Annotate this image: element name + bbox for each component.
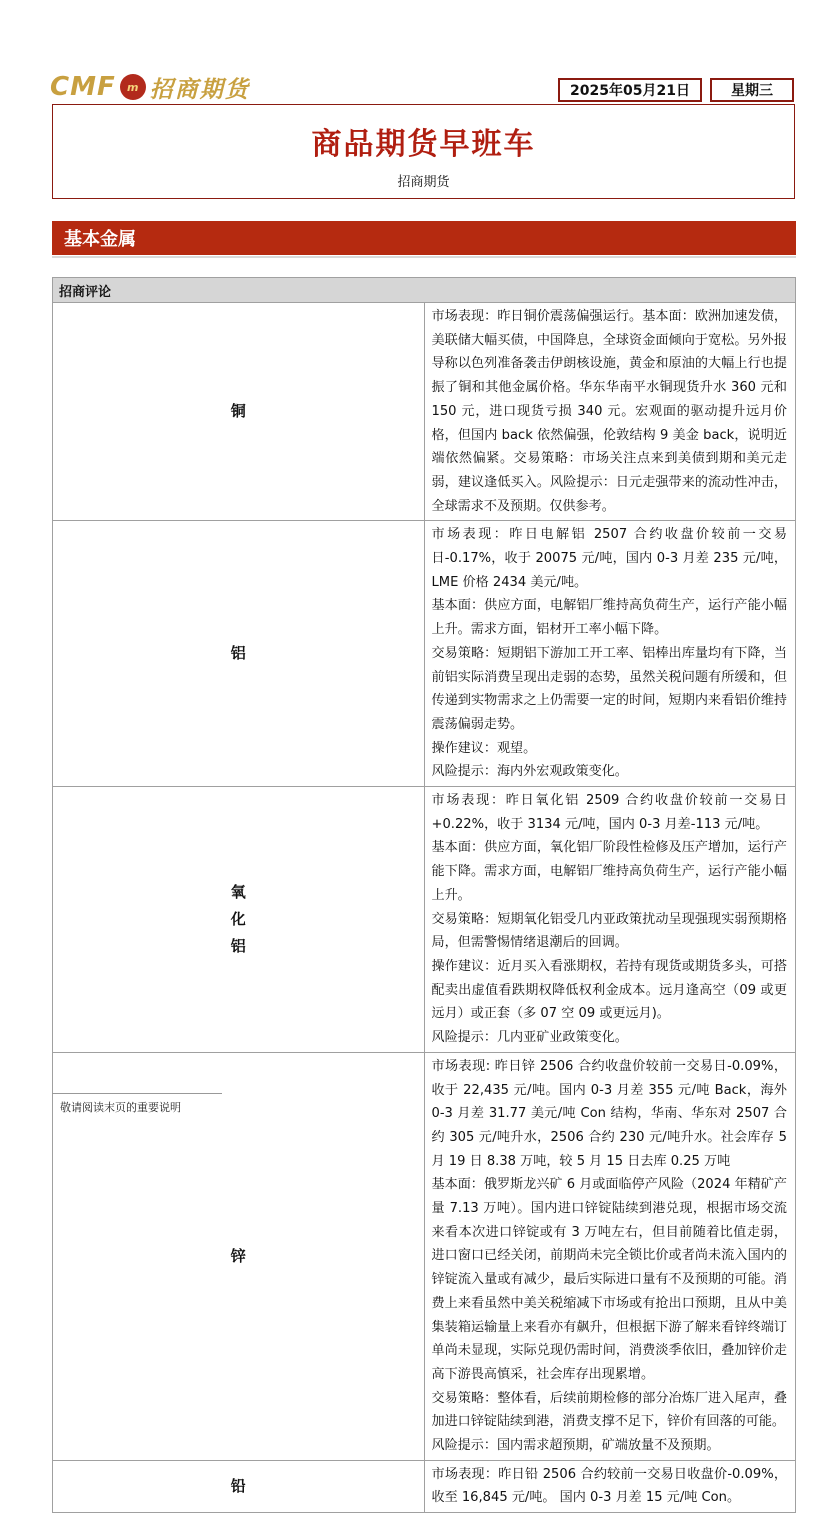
metal-label (53, 303, 425, 521)
metal-label (53, 787, 425, 1053)
commentary-paragraph: 风险提示：国内需求超预期，矿端放量不及预期。 (431, 1438, 720, 1454)
commentary-paragraph: 市场表现：昨日电解铝 2507 合约收盘价较前一交易日-0.17%，收于 20075 元/吨，国内 0-3 月差 235 元/吨，LME 价格 2434 美元/吨。 (431, 527, 787, 590)
metal-label-char: 锌 (230, 1246, 246, 1265)
commentary-paragraph: 基本面：俄罗斯龙兴矿 6 月或面临停产风险（2024 年精矿产量 7.13 万吨）。国内进口锌锭陆续到港兑现，根据市场交流来看本次进口锌锭或有 3 万吨左右，但目前随着比值走弱，进口窗口已经关闭，前期尚未完全锁比价或者尚未流入国内的锌锭流入量或有减少，最后实际进口量有不及预期的可能。消费上来看虽然中美关税缩减下市场或有抢出口预期，且从中美集装箱运输量上来看亦有飙升，但根据下游了解来看锌终端订单尚未显现，实际兑现仍需时间，消费淡季依旧，叠加锌价走高下游畏高慎采，社会库存出现累增。 (431, 1177, 787, 1382)
metal-label-char: 铝 (230, 936, 246, 955)
report-weekday: 星期三 (710, 78, 794, 102)
commentary-cell (424, 303, 796, 521)
commentary-paragraph: 市场表现：昨日铅 2506 合约较前一交易日收盘价-0.09%，收至 16,845 元/吨。 国内 0-3 月差 15 元/吨 Con。 (431, 1466, 787, 1506)
commentary-cell (424, 1052, 796, 1460)
section-divider (52, 256, 796, 258)
commentary-paragraph: 风险提示：几内亚矿业政策变化。 (431, 1030, 628, 1046)
commentary-table (52, 277, 796, 1513)
commentary-paragraph: 操作建议：观望。 (431, 740, 537, 756)
commentary-paragraph: 交易策略：整体看，后续前期检修的部分冶炼厂进入尾声，叠加进口锌锭陆续到港，消费支撑不足下，锌价有回落的可能。 (431, 1390, 787, 1430)
commentary-paragraph: 市场表现：昨日氧化铝 2509 合约收盘价较前一交易日+0.22%，收于 3134 元/吨，国内 0-3 月差-113 元/吨。 (431, 793, 787, 832)
table-row (53, 521, 796, 787)
title-box (52, 104, 795, 199)
commentary-cell (424, 787, 796, 1053)
metal-label (53, 521, 425, 787)
logo-latin: CMF (50, 72, 116, 102)
commentary-paragraph: 操作建议：近月买入看涨期权，若持有现货或期货多头，可搭配卖出虚值看跌期权降低权利金成本。远月逢高空（09 或更远月）或正套（多 07 空 09 或更远月)。 (431, 958, 787, 1022)
logo-chinese: 招商期货 (149, 76, 250, 103)
table-row (53, 1460, 796, 1512)
metal-label-char: 铝 (230, 644, 246, 663)
section-header: 基本金属 (52, 221, 796, 255)
commentary-paragraph: 交易策略：短期氧化铝受几内亚政策扰动呈现强现实弱预期格局，但需警惕情绪退潮后的回调。 (431, 911, 787, 951)
commentary-paragraph: 市场表现: 昨日锌 2506 合约收盘价较前一交易日-0.09%，收于 22,435 元/吨。国内 0-3 月差 355 元/吨 Back，海外 0-3 月差 31.77 美元/吨 Con 结构，华南、华东对 2507 合约 305 元/吨升水，2506 合约 230 元/吨升水。社会库存 5 月 19 日 8.38 万吨，较 5 月 15 日去库 0.25 万吨 (431, 1058, 787, 1169)
table-row (53, 303, 796, 521)
footer-divider (52, 1093, 222, 1094)
commentary-paragraph: 基本面：供应方面，电解铝厂维持高负荷生产，运行产能小幅上升。需求方面，铝材开工率小幅下降。 (431, 598, 787, 638)
footer-note: 敬请阅读末页的重要说明 (60, 1101, 181, 1114)
commentary-paragraph: 市场表现：昨日铜价震荡偏强运行。基本面：欧洲加速发债，美联储大幅买债，中国降息，全球资金面倾向于宽松。另外报导称以色列准备袭击伊朗核设施，黄金和原油的大幅上行也提振了铜和其他金属价格。华东华南平水铜现货升水 360 元和 150 元，进口现货亏损 340 元。宏观面的驱动提升远月价格，但国内 back 依然偏强，伦敦结构 9 美金 back，说明近端依然偏紧。交易策略：市场关注点来到美债到期和美元走弱，建议逢低买入。风险提示：日元走强带来的流动性冲击，全球需求不及预期。仅供参考。 (431, 309, 787, 514)
table-header: 招商评论 (53, 278, 796, 303)
table-header-row (53, 278, 796, 303)
page-title: 商品期货早班车 (311, 127, 536, 162)
commentary-cell (424, 521, 796, 787)
metal-label (53, 1460, 425, 1512)
commentary-paragraph: 交易策略：短期铝下游加工开工率、铝棒出库量均有下降，当前铝实际消费呈现出走弱的态势，虽然关税问题有所缓和，但传递到实物需求之上仍需要一定的时间，短期内来看铝价维持震荡偏弱走势。 (431, 645, 787, 732)
page-subtitle: 招商期货 (397, 175, 450, 190)
commentary-cell (424, 1460, 796, 1512)
table-row (53, 787, 796, 1053)
metal-label-char: 化 (230, 909, 246, 928)
metal-label-char: 铜 (230, 402, 246, 421)
metal-label-char: 铅 (230, 1476, 246, 1495)
report-date: 2025年05月21日 (558, 78, 702, 102)
company-logo (50, 70, 250, 104)
commentary-paragraph: 风险提示：海内外宏观政策变化。 (431, 764, 628, 780)
commentary-paragraph: 基本面：供应方面，氧化铝厂阶段性检修及压产增加，运行产能下降。需求方面，电解铝厂维持高负荷生产，运行产能小幅上升。 (431, 840, 787, 903)
metal-label-char: 氧 (230, 882, 246, 901)
logo-emblem-icon: m (120, 74, 146, 100)
